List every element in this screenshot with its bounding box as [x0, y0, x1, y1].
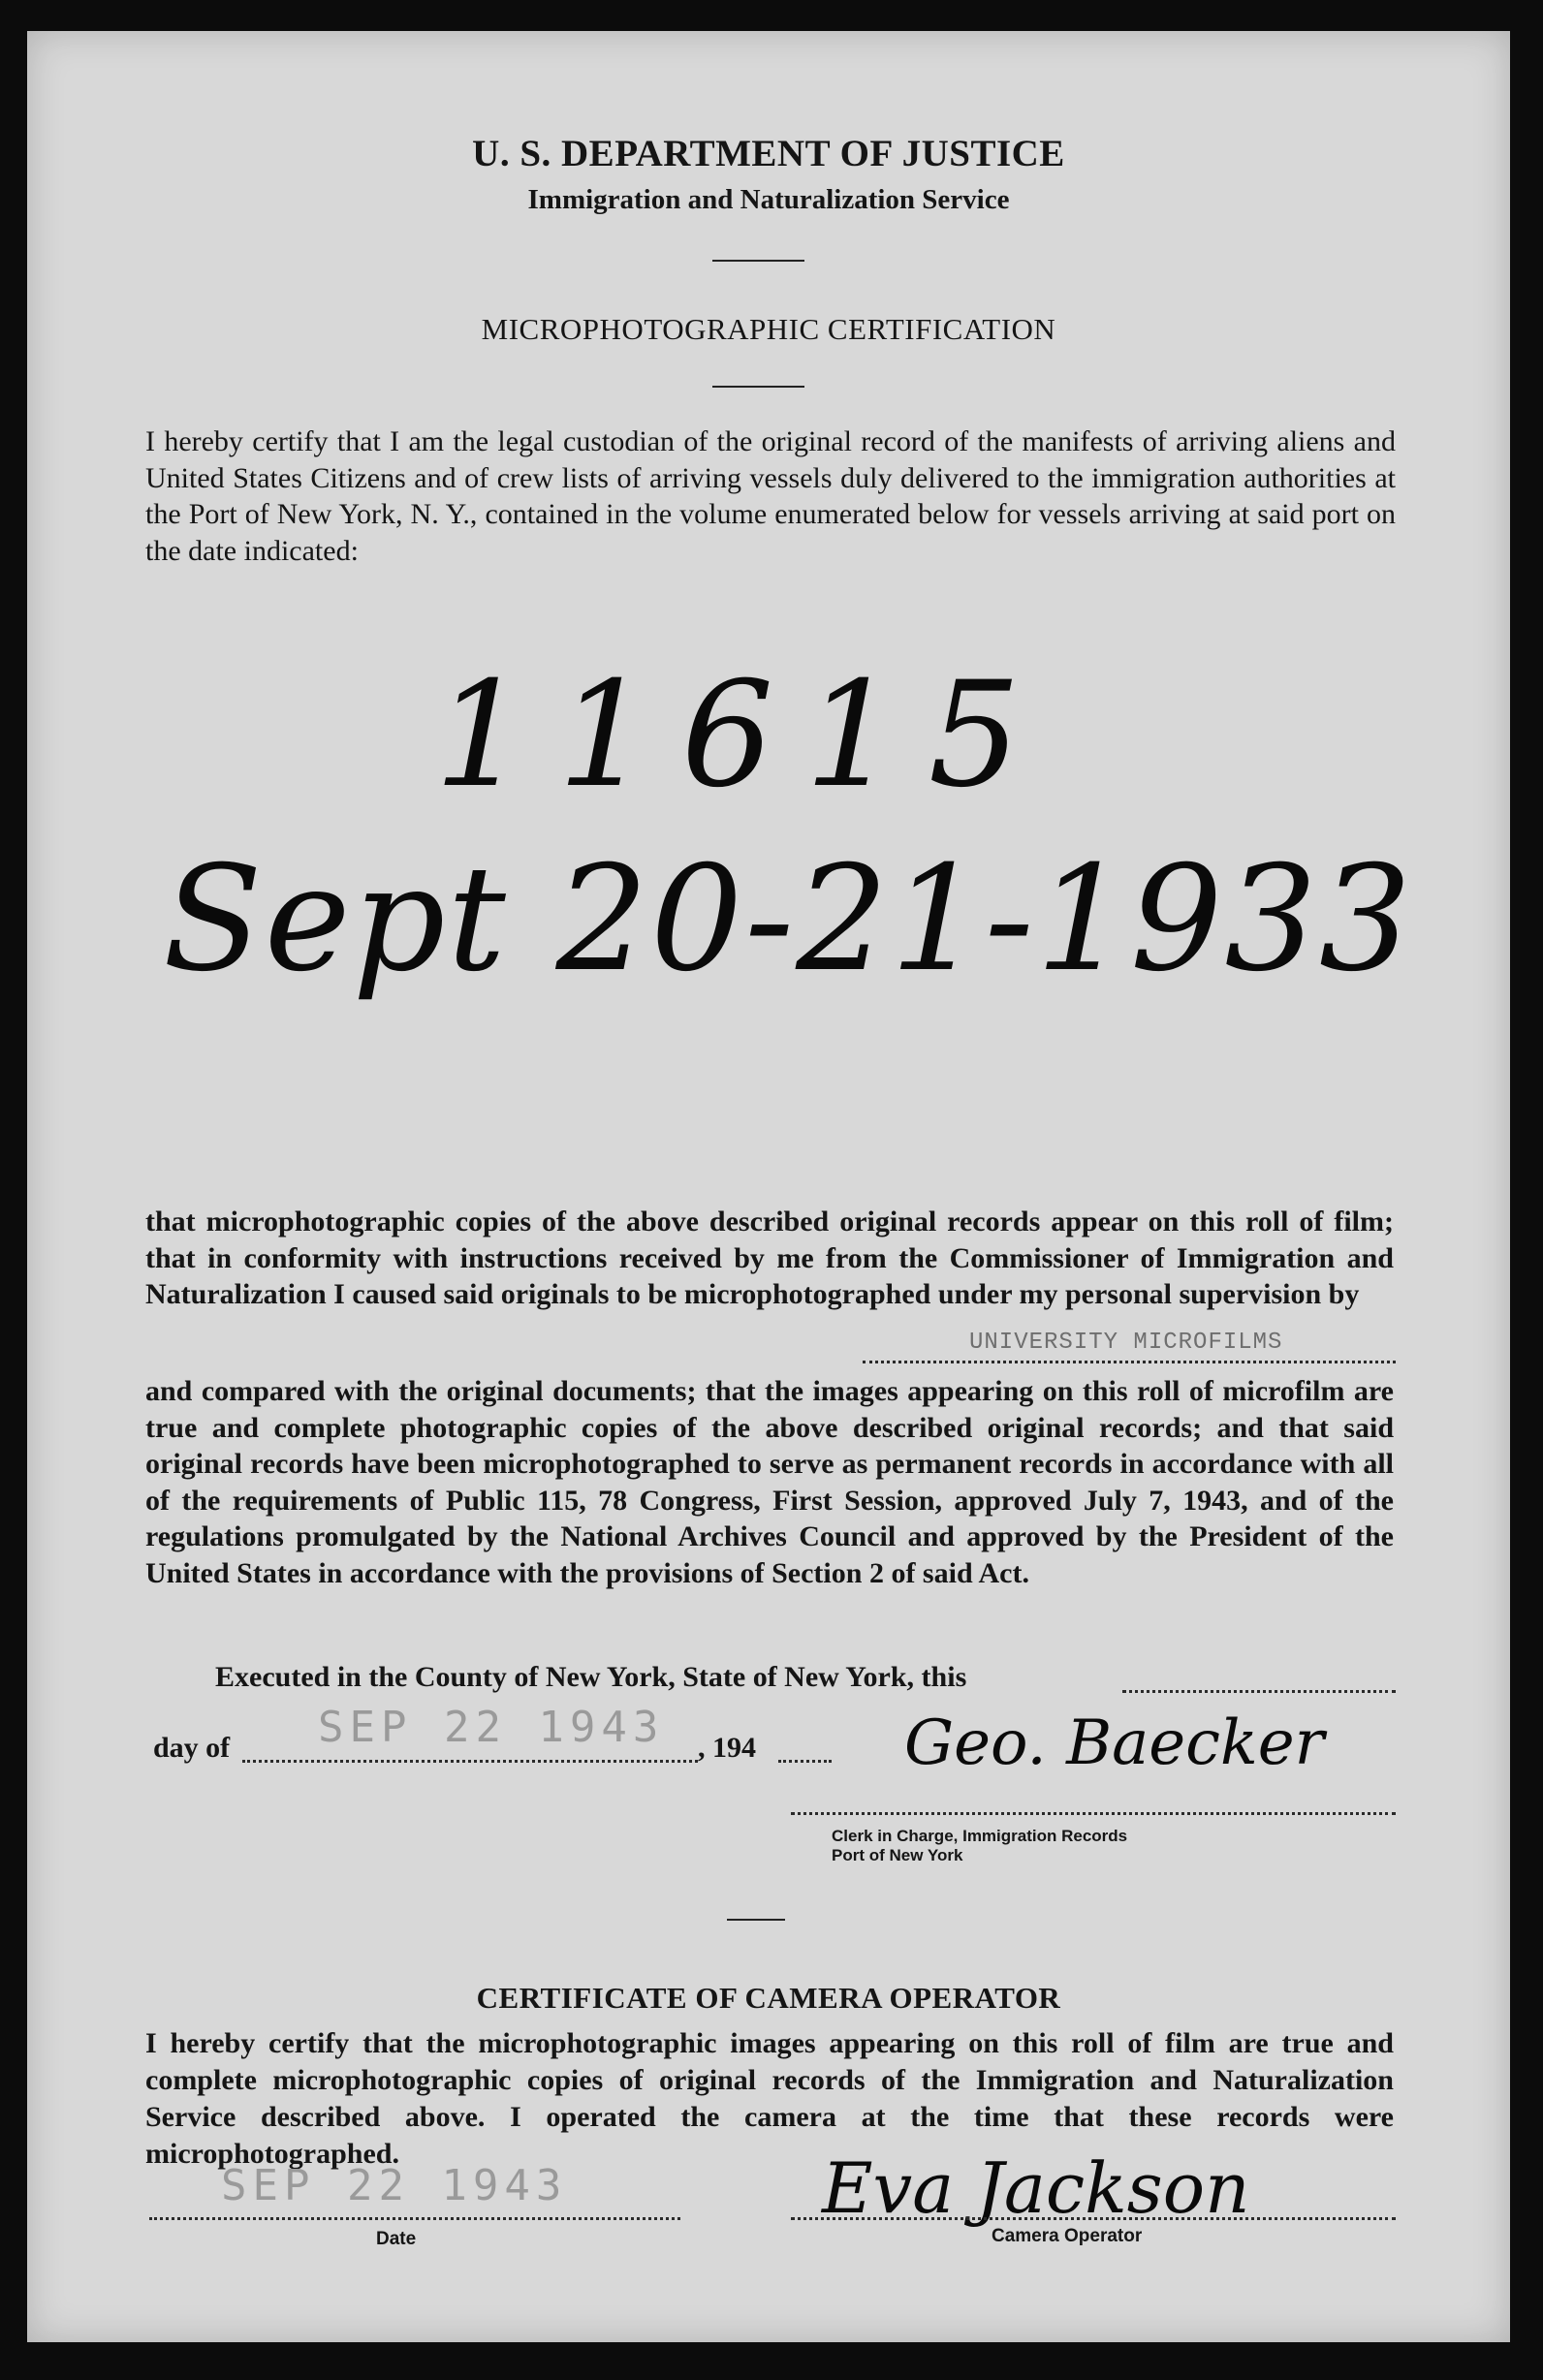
date-label: Date [376, 2229, 417, 2249]
intro-paragraph: I hereby certify that I am the legal custodian of the original record of the manifests of arriving aliens and United States Citizens and of crew lists of arriving vessels duly delivered to the immigration authorities at the Port of New York, N. Y., contained in the volume enumerated below for vessels arriving at said port on the date indicated: [145, 425, 1396, 567]
divider [727, 1919, 785, 1921]
camera-certificate-text: I hereby certify that the microphotographic images appearing on this roll of film are true and complete microphotographic copies of original records of the Immigration and Naturalization Service described above. I operated the camera at the time that these records were microphotographed. [145, 2027, 1394, 2170]
operator-signature-line [791, 2217, 1396, 2220]
certification-body-part2: and compared with the original documents; that the images appearing on this roll of microfilm are true and complete photographic copies of the above described original records; and that said original records have been microphotographed to serve as permanent records in accordance with all of the requirements of Public 115, 78 Congress, First Session, approved July 7, 1943, and of the regulations promulgated by the National Archives Council and approved by the President of the United States in accordance with the provisions of Section 2 of said Act. [145, 1375, 1394, 1589]
date-stamp-camera: SEP 22 1943 [221, 2161, 568, 2210]
operator-signature: Eva Jackson [822, 2147, 1250, 2229]
executed-dotted-line [1122, 1690, 1396, 1693]
camera-certificate-title: CERTIFICATE OF CAMERA OPERATOR [476, 1981, 1061, 2015]
day-of-label: day of [153, 1732, 231, 1764]
year-prefix: , 194 [698, 1732, 756, 1764]
divider [712, 260, 804, 262]
clerk-signature-line [791, 1812, 1396, 1815]
certification-body-part1: that microphotographic copies of the above described original records appear on this roll of film; that in conformity with instructions received by me from the Commissioner of Immigration and Naturalization I caused said originals to be microphotographed under my personal supervision by [145, 1206, 1394, 1310]
department-heading: U. S. DEPARTMENT OF JUSTICE [472, 133, 1065, 174]
executed-text: Executed in the County of New York, State of New York, this [215, 1661, 967, 1693]
handwritten-volume-number: 11615 [434, 651, 1053, 820]
year-dotted-line [778, 1760, 832, 1763]
day-dotted-line [242, 1760, 698, 1763]
clerk-title-line1: Clerk in Charge, Immigration Records [832, 1827, 1128, 1845]
supervisor-dotted-line [863, 1361, 1396, 1363]
date-dotted-line [149, 2217, 680, 2220]
certification-title: MICROPHOTOGRAPHIC CERTIFICATION [481, 312, 1056, 346]
date-stamp-execution: SEP 22 1943 [318, 1703, 665, 1752]
certificate-document [27, 31, 1510, 2342]
microfilm-company-typed: UNIVERSITY MICROFILMS [969, 1330, 1283, 1356]
divider [712, 386, 804, 388]
clerk-signature: Geo. Baecker [904, 1707, 1325, 1779]
camera-operator-label: Camera Operator [992, 2226, 1143, 2246]
clerk-title-line2: Port of New York [832, 1846, 963, 1864]
handwritten-date: Sept 20-21-1933 [163, 835, 1414, 1004]
service-subheading: Immigration and Naturalization Service [527, 184, 1010, 215]
